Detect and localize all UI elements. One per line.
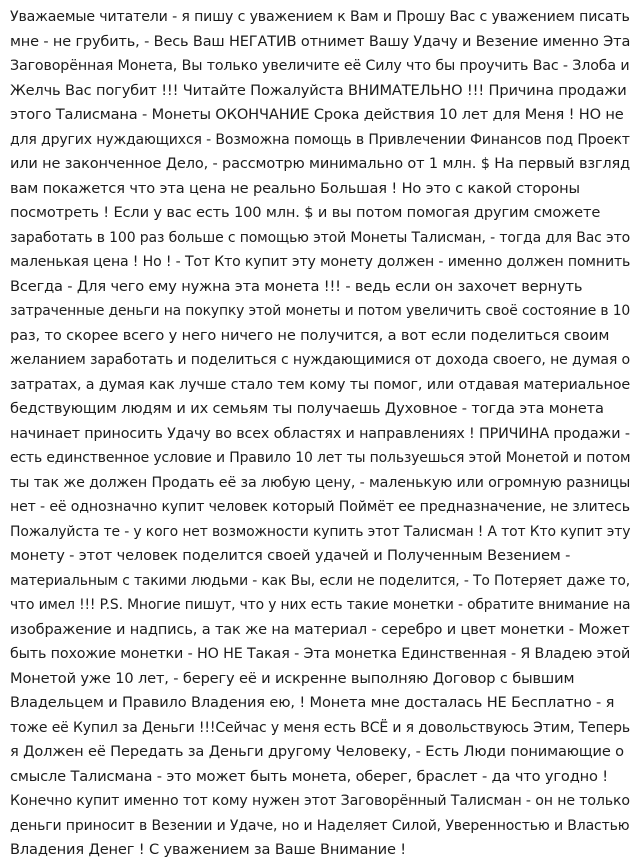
text-line: ты так же должен Продать её за любую цену, - маленькую или огромную разницы bbox=[10, 473, 631, 491]
text-line: Всегда - Для чего ему нужна эта монета !!! - ведь если он захочет вернуть bbox=[10, 277, 583, 295]
text-line: изображение и надпись, а так же на материал - серебро и цвет монетки - Может bbox=[10, 620, 630, 638]
text-line: Пожалуйста те - у кого нет возможности купить этот Талисман ! А тот Кто купит эту bbox=[10, 522, 631, 540]
text-line: заработать в 100 раз больше с помощью этой Монеты Талисман, - тогда для Вас это bbox=[10, 228, 631, 246]
text-line: или не законченное Дело, - рассмотрю минимально от 1 млн. $ На первый взгляд bbox=[10, 155, 631, 172]
text-line: смысле Талисмана - это может быть монета, оберег, браслет - да что угодно ! bbox=[10, 767, 608, 785]
text-line: что имел !!! P.S. Многие пишут, что у них есть такие монетки - обратите внимание на bbox=[10, 596, 631, 613]
text-line: Монетой уже 10 лет, - берегу её и искренне выполняю Договор с бывшим bbox=[10, 669, 575, 687]
text-line: материальным с такими людьми - как Вы, если не поделится, - То Потеряет даже то, bbox=[10, 571, 631, 589]
text-line: маленькая цена ! Но ! - Тот Кто купит эту монету должен - именно должен помнить bbox=[10, 253, 631, 270]
text-line: этого Талисмана - Монеты ОКОНЧАНИЕ Срока действия 10 лет для Меня ! НО не bbox=[10, 106, 624, 123]
text-line: быть похожие монетки - НО НЕ Такая - Эта монетка Единственная - Я Владею этой bbox=[10, 645, 631, 662]
text-line: Заговорённая Монета, Вы только увеличите её Силу что бы проучить Вас - Злоба и bbox=[10, 57, 630, 74]
text-line: затратах, а думая как лучше стало тем кому ты помог, или отдавая материальное bbox=[10, 375, 631, 393]
text-line: Владельцем и Правило Владения ею, ! Монета мне досталась НЕ Бесплатно - я bbox=[10, 694, 615, 711]
text-line: затраченные деньги на покупку этой монеты и потом увеличить своё состояние в 10 bbox=[10, 302, 631, 319]
text-line: Уважаемые читатели - я пишу с уважением к Вам и Прошу Вас с уважением писать bbox=[10, 8, 630, 25]
text-line: Желчь Вас погубит !!! Читайте Пожалуйста ВНИМАТЕЛЬНО !!! Причина продажи bbox=[10, 81, 627, 99]
text-line: вам покажется что эта цена не реально Большая ! Но это с какой стороны bbox=[10, 179, 580, 197]
text-line: деньги приносит в Везении и Удаче, но и Наделяет Силой, Уверенностью и Властью bbox=[10, 816, 630, 834]
text-line: есть единственное условие и Правило 10 лет ты пользуешься этой Монетой и потом bbox=[10, 449, 631, 466]
text-line: мне - не грубить, - Весь Ваш НЕГАТИВ отнимет Вашу Удачу и Везение именно Эта bbox=[10, 32, 631, 50]
text-line: бедствующим людям и их семьям ты получаешь Духовное - тогда эта монета bbox=[10, 400, 604, 417]
text-line: начинает приносить Удачу во всех областях и направлениях ! ПРИЧИНА продажи - bbox=[10, 424, 630, 442]
text-line: Конечно купит именно тот кому нужен этот Заговорённый Талисман - он не только bbox=[10, 792, 630, 809]
text-line: для других нуждающихся - Возможна помощь в Привлечении Финансов под Проект bbox=[10, 130, 630, 148]
text-line: посмотреть ! Если у вас есть 100 млн. $ и вы потом помогая другим сможете bbox=[10, 204, 601, 221]
text-line: я Должен её Передать за Деньги другому Человеку, - Есть Люди понимающие о bbox=[10, 743, 624, 760]
text-line: монету - этот человек поделится своей удачей и Полученным Везением - bbox=[10, 547, 571, 564]
text-line: желанием заработать и поделиться с нуждающимися от дохода своего, не думая о bbox=[10, 351, 631, 368]
text-line: Владения Денег ! С уважением за Ваше Внимание ! bbox=[10, 841, 406, 858]
text-line: раз, то скорее всего у него ничего не получится, а вот если поделиться своим bbox=[10, 326, 610, 344]
text-line: нет - её однозначно купит человек который Поймёт ее предназначение, не злитесь bbox=[10, 498, 630, 515]
text-line: тоже её Купил за Деньги !!!Сейчас у меня есть ВСЁ и я довольствуюсь Этим, Теперь bbox=[10, 718, 631, 736]
